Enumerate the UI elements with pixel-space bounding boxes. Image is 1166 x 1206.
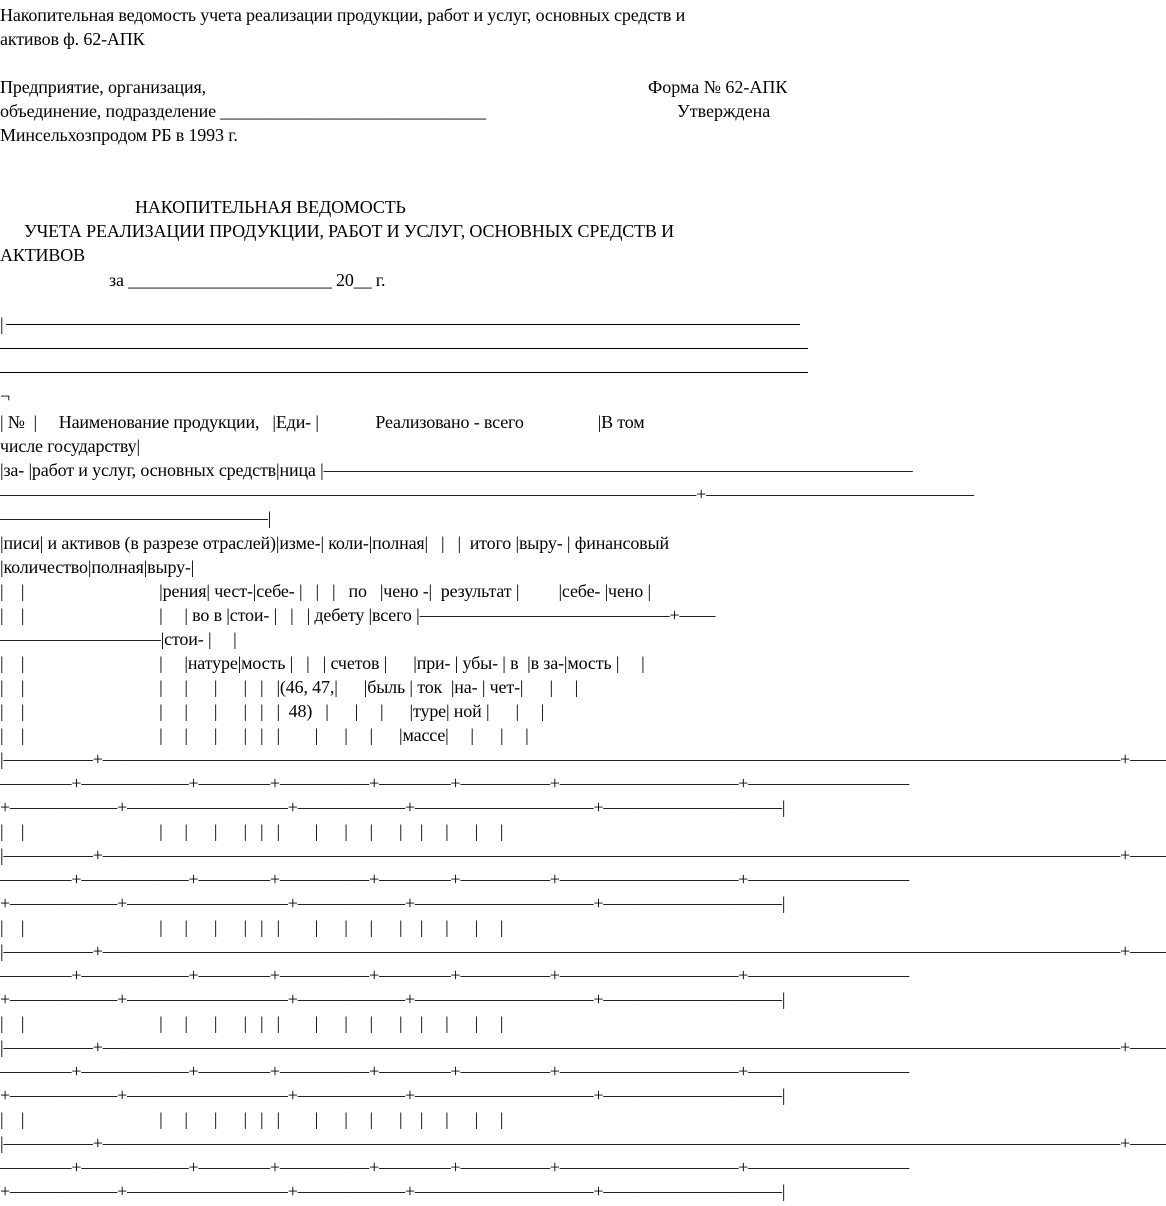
table-corner: ¬ [0,386,11,406]
table-separator: +——————+—————————+——————+——————————+——————————| [0,797,786,817]
table-header-row: | | | |натуре|мость | | | счетов | |при- | убы- | в |в за-|мость | | [0,653,645,673]
table-header-row: |количество|полная|выру-| [0,557,195,577]
table-separator: |—————+—————————————————————————————————————————————————————————+—— [0,845,1166,865]
table-separator: +——————+—————————+——————+——————————+——————————| [0,893,786,913]
table-header-row: | | | | | | | |(46, 47,| |быль | ток |на- | чет-| | | [0,677,579,697]
table-separator: ————+——————+————+—————+————+—————+——————————+————————— [0,773,909,793]
table-row: | | | | | | | | | | | | | | | | [0,821,504,841]
table-header-row: | № | Наименование продукции, |Еди- | Реализовано - всего |В том [0,412,645,432]
table-header-row: | | | | | | | | | | | |массе| | | | [0,725,529,745]
heading-line-3: АКТИВОВ [0,245,85,265]
table-separator: +——————+—————————+——————+——————————+——————————| [0,1181,786,1201]
table-top-border [6,324,800,325]
doc-title-line-1: Накопительная ведомость учета реализации продукции, работ и услуг, основных средств и [0,5,686,25]
table-separator: |—————+—————————————————————————————————————————————————————————+—— [0,1037,1166,1057]
header-ministry-line: Минсельхозпродом РБ в 1993 г. [0,125,238,145]
document-page: Накопительная ведомость учета реализации продукции, работ и услуг, основных средств и активов ф. 62-АПК Предприятие, организация, объединение, подразделение ______________________________ Минсельхозпродом РБ в 1993 г. Форма № 62-АПК Утверждена НАКОПИТЕЛЬНАЯ ВЕДОМОСТЬ УЧЕТА РЕАЛИЗАЦИИ ПРОДУКЦИИ, РАБОТ И УСЛУГ, ОСНОВНЫХ СРЕДСТВ И АКТИВОВ за _______________________ 20__ г. | ¬ | № | Наименование продукции, |Еди- | Реализовано - всего |В том числе государству| |за- |работ и услуг, основных средств|ница |————————————————————————————————— ———————————————————————————————————————+——————————————— ———————————————| |писи| и активов (в разрезе отраслей)|изме-| коли-|полная| | | итого |выру- | финансовый |количество|полная|выру-| | | |рения| чест-|себе- | | | по |чено -| результат | |себе- |чено | | | | | во в |стои- | | | дебету |всего |——————————————+—— —————————|стои- | | | | | |натуре|мость | | | счетов | |при- | убы- | в |в за-|мость | | | | | | | | | |(46, 47,| |быль | ток |на- | чет-| | | | | | | | | | | 48) | | | |туре| ной | | | | | | | | | | | | | | |массе| | | | |—————+—————————————————————————————————————————————————————————+—— ————+——————+————+—————+————+—————+——————————+————————— +——————+—————————+——————+——————————+——————————| | | | | | | | | | | | | | | | | |—————+—————————————————————————————————————————————————————————+—— ————+——————+————+—————+————+—————+——————————+————————— +——————+—————————+——————+——————————+——————————| | | | | | | | | | | | | | | | | |—————+—————————————————————————————————————————————————————————+—— ————+——————+————+—————+————+—————+——————————+————————— +——————+—————————+——————+——————————+——————————| | | | | | | | | | | | | | | | | |—————+—————————————————————————————————————————————————————————+—— ————+——————+————+—————+————+—————+——————————+————————— +——————+—————————+——————+——————————+——————————| | | | | | | | | | | | | | | | | |—————+—————————————————————————————————————————————————————————+—— ————+——————+————+—————+————+—————+——————————+————————— +——————+—————————+——————+——————————+——————————| [0,5,1166,1201]
table-row: | | | | | | | | | | | | | | | | [0,917,504,937]
heading-line-1: НАКОПИТЕЛЬНАЯ ВЕДОМОСТЬ [135,197,406,217]
table-header-row: числе государству| [0,436,140,456]
table-separator: ————+——————+————+—————+————+—————+——————————+————————— [0,1061,909,1081]
heading-line-2: УЧЕТА РЕАЛИЗАЦИИ ПРОДУКЦИИ, РАБОТ И УСЛУГ, ОСНОВНЫХ СРЕДСТВ И [24,221,674,241]
table-header-row: |писи| и активов (в разрезе отраслей)|изме-| коли-|полная| | | итого |выру- | финансовый [0,533,669,553]
table-header-row: |за- |работ и услуг, основных средств|ница |————————————————————————————————— [0,460,913,480]
table-separator: ————+——————+————+—————+————+—————+——————————+————————— [0,1157,909,1177]
table-header-row: | | | | | | | | 48) | | | |туре| ной | | | [0,701,545,721]
header-subdivision-line: объединение, подразделение ______________________________ [0,101,486,121]
table-header-row: ———————————————| [0,508,272,528]
period-line: за _______________________ 20__ г. [109,270,386,290]
table-header-row: ———————————————————————————————————————+——————————————— [0,484,974,504]
approved-label: Утверждена [677,101,771,121]
table-separator: ————+——————+————+—————+————+—————+——————————+————————— [0,869,909,889]
header-enterprise-line: Предприятие, организация, [0,77,206,97]
table-separator: +——————+—————————+——————+——————————+——————————| [0,1085,786,1105]
table-separator: ————+——————+————+—————+————+—————+——————————+————————— [0,965,909,985]
table-rule-2 [0,372,808,373]
table-separator: |—————+—————————————————————————————————————————————————————————+—— [0,1133,1166,1153]
table-row: | | | | | | | | | | | | | | | | [0,1109,504,1129]
table-header-row: | | |рения| чест-|себе- | | | по |чено -| результат | |себе- |чено | [0,581,651,601]
table-header-row: | | | | во в |стои- | | | дебету |всего |——————————————+—— [0,605,716,625]
form-number: Форма № 62-АПК [648,77,788,97]
doc-title-line-2: активов ф. 62-АПК [0,29,145,49]
table-separator: |—————+—————————————————————————————————————————————————————————+—— [0,749,1166,769]
table-header-row: —————————|стои- | | [0,629,237,649]
table-separator: |—————+—————————————————————————————————————————————————————————+—— [0,941,1166,961]
table-separator: +——————+—————————+——————+——————————+——————————| [0,989,786,1009]
table-rule-1 [0,348,808,349]
table-row: | | | | | | | | | | | | | | | | [0,1013,504,1033]
